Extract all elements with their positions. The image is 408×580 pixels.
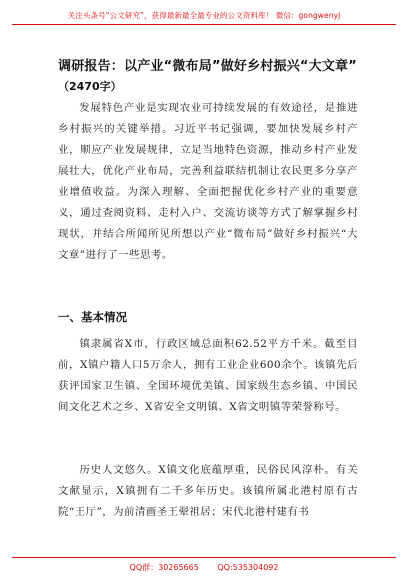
paragraph-intro-text: 发展特色产业是实现农业可持续发展的有效途径，是推进乡村振兴的关键举措。习近平书记强调，要加快发展乡村产业，顺应产业发展规律，立足当地特色资源，推动乡村产业发展壮大，优化产业布局，完善利益联结机制让农民更多分享产业增值收益。为深入理解、全面把握优化乡村产业的重要意义，通过查阅资料、走村入户、交流访谈等方式了解掌握乡村现状，并结合所闻所见所想以产业“微布局”做好乡村振兴“大文章”进行了一些思考。	[58, 102, 358, 261]
paragraph-basic-info-text: 镇隶属省X市，行政区域总面积62.52平方千米。截至目前，X镇户籍人口5万余人，拥有工业企业600余个。该镇先后获评国家卫生镇、全国环境优美镇、国家级生态乡镇、中国民间文化艺术之乡、X省安全文明镇、X省文明镇等荣誉称号。	[58, 338, 358, 413]
paragraph-intro	[58, 98, 358, 266]
footer-qq: QQ:535304092	[217, 563, 279, 572]
footer-divider	[12, 557, 396, 558]
section-heading-basic-info: 一、基本情况	[58, 310, 127, 324]
paragraph-basic-info	[58, 334, 358, 418]
footer-qq-group: QQ群：30265665	[129, 563, 199, 572]
word-count: （2470字）	[58, 80, 122, 93]
document-title: 调研报告：以产业“微布局”做好乡村振兴“大文章”	[58, 59, 357, 74]
header-divider	[12, 24, 396, 25]
header-note: 关注头条号“公文研究”，获得最新最全最专业的公文资料库！ 微信：gongwenyj	[67, 11, 341, 20]
paragraph-history	[58, 460, 358, 523]
paragraph-history-text: 历史人文悠久。X镇文化底蕴厚重，民俗民风淳朴。有关文献显示，X镇拥有二千多年历史。该镇所属北港村原有古院“王厅”，为前清画圣王翚祖居；宋代北港村建有书	[58, 464, 358, 518]
footer	[0, 562, 408, 573]
